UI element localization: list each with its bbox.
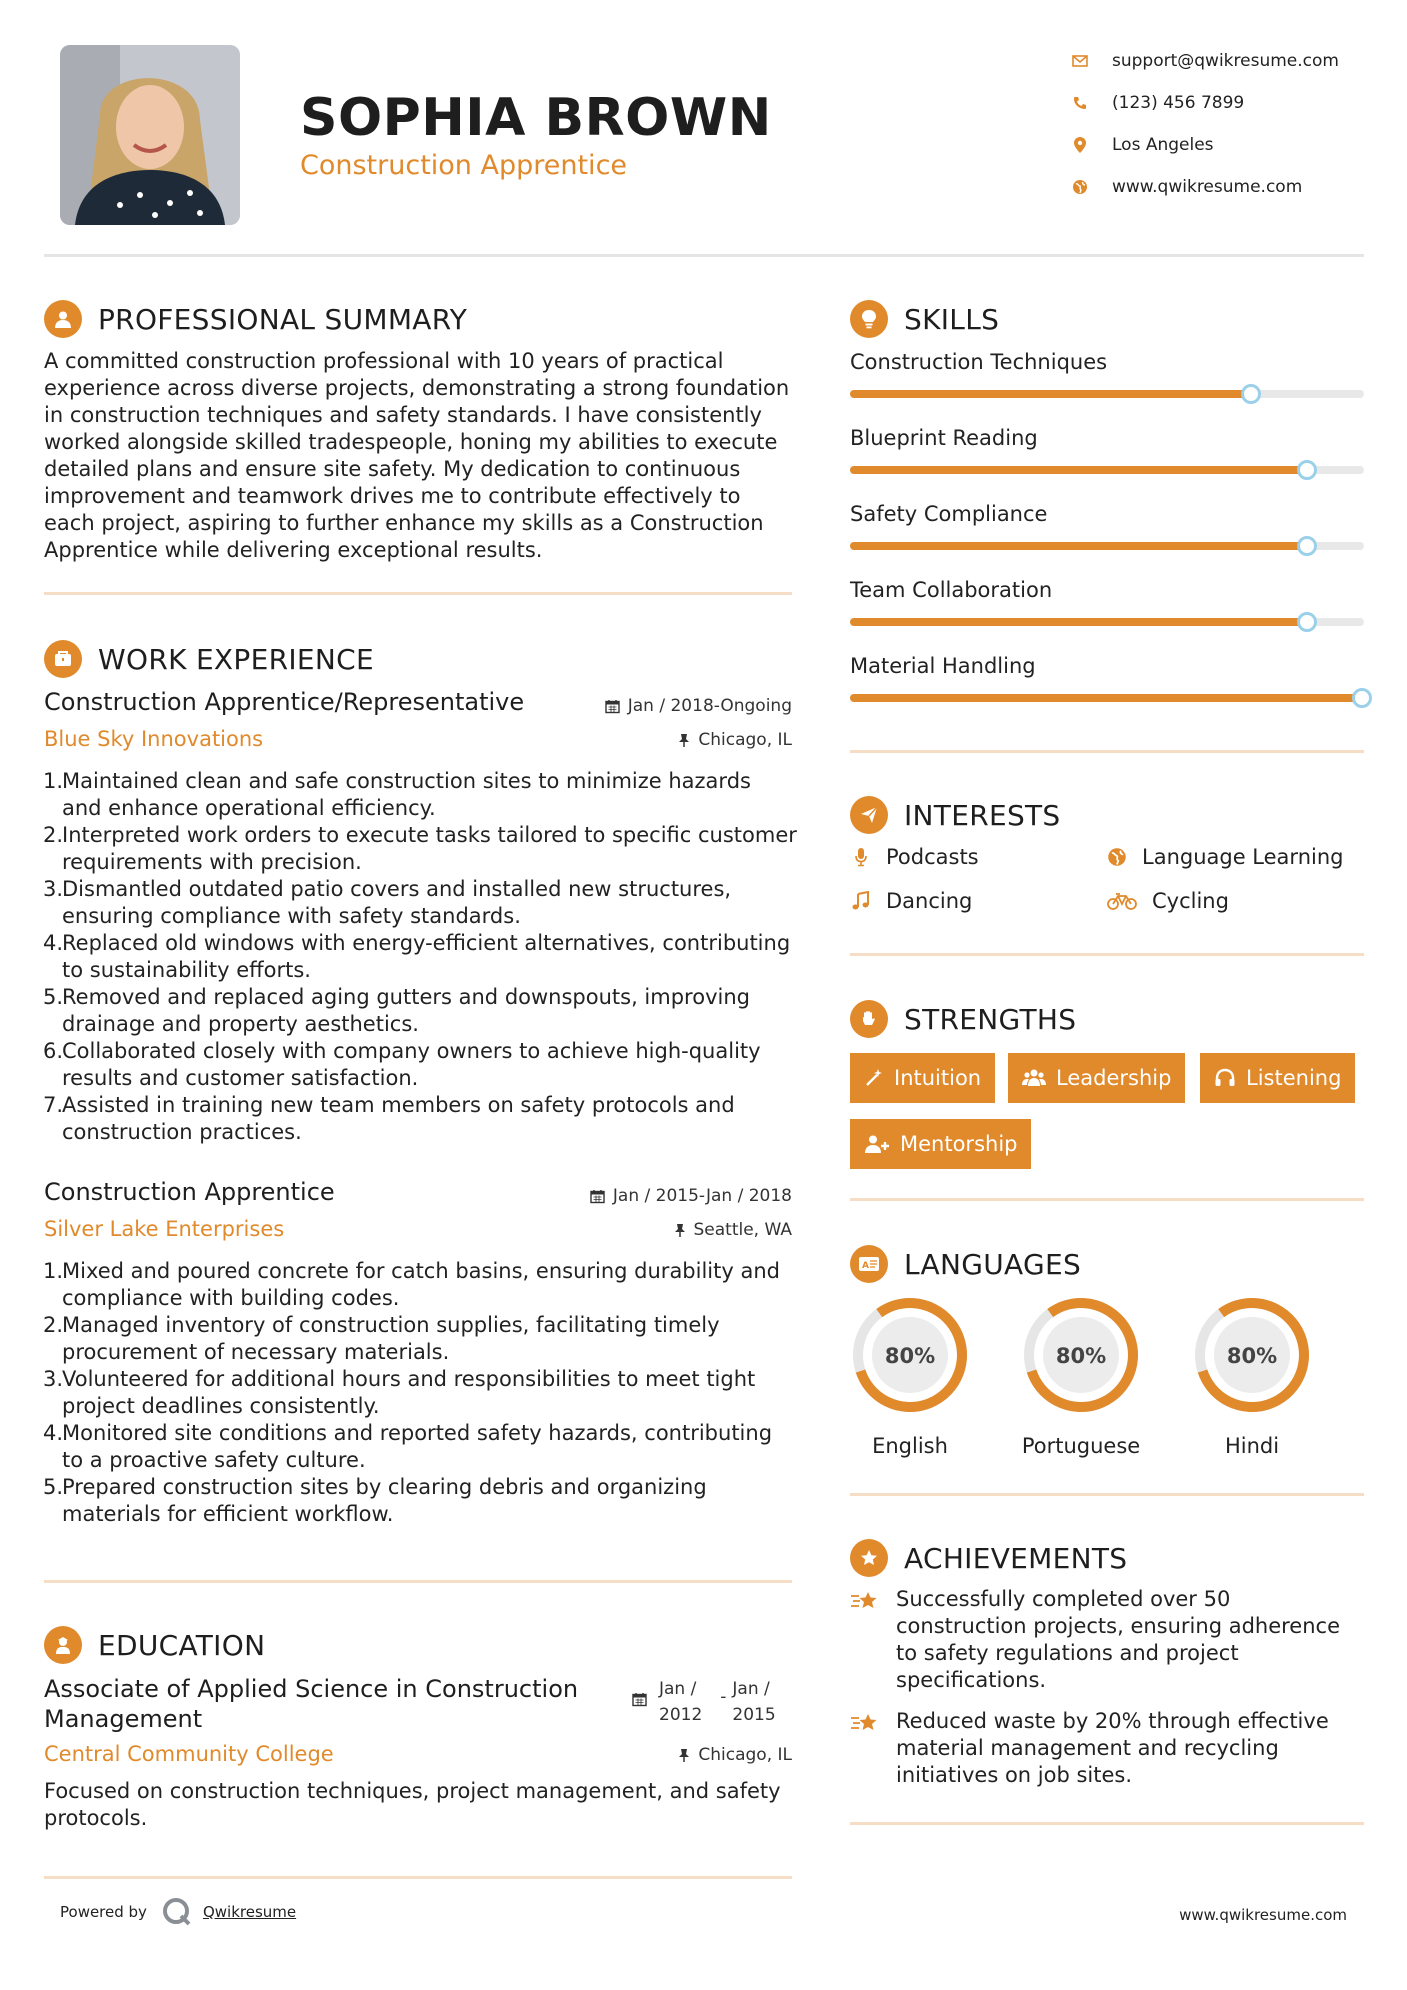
skill-item <box>850 350 1364 398</box>
list-number: 4. <box>43 931 64 955</box>
list-number: 3. <box>43 877 64 901</box>
skill-bar-fill <box>850 694 1364 702</box>
globe-icon <box>1070 177 1090 197</box>
strength-label: Listening <box>1246 1066 1342 1090</box>
achievements-heading <box>850 1539 1127 1577</box>
globe-icon <box>1106 847 1128 867</box>
contact-location <box>1070 124 1390 166</box>
interest-label: Language Learning <box>1142 845 1344 869</box>
list-item <box>44 822 804 876</box>
list-number: 1. <box>43 1259 64 1283</box>
skill-name: Safety Compliance <box>850 502 1048 526</box>
users-icon <box>1022 1068 1046 1088</box>
list-number: 5. <box>43 1475 64 1499</box>
contact-website[interactable] <box>1070 166 1390 208</box>
date-part: 2015 <box>732 1705 776 1725</box>
job-responsibilities <box>44 768 804 1146</box>
interest-item <box>850 889 972 913</box>
language-percent: 80% <box>884 1344 936 1368</box>
language-name: English <box>872 1434 948 1458</box>
list-line: project deadlines consistently. <box>62 1394 380 1418</box>
skill-bar <box>850 466 1364 474</box>
education-location <box>560 1745 792 1765</box>
skill-bar-knob <box>1297 536 1317 556</box>
fist-icon <box>850 1000 888 1038</box>
music-note-icon <box>850 891 872 911</box>
skills-title: SKILLS <box>904 302 1000 336</box>
strength-label: Intuition <box>894 1066 982 1090</box>
list-number: 3. <box>43 1367 64 1391</box>
summary-heading <box>44 300 467 338</box>
skill-name: Team Collaboration <box>850 578 1053 602</box>
education-line: protocols. <box>44 1806 148 1830</box>
strength-tag <box>1008 1053 1185 1103</box>
achievements-divider <box>850 1822 1364 1825</box>
summary-line: experience across diverse projects, demonstrating a strong foundation <box>44 376 790 400</box>
location-pin-icon <box>1070 135 1090 155</box>
list-number: 2. <box>43 1313 64 1337</box>
powered-by-label: Powered by <box>60 1903 147 1921</box>
candidate-role: Construction Apprentice <box>300 150 628 181</box>
list-line: ensuring compliance with safety standards. <box>62 904 521 928</box>
list-line: to sustainability efforts. <box>62 958 311 982</box>
list-number: 2. <box>43 823 64 847</box>
interests-divider <box>850 953 1364 956</box>
list-line: to a proactive safety culture. <box>62 1448 366 1472</box>
achievement-line: construction projects, ensuring adherence <box>896 1614 1341 1638</box>
job-location <box>560 1220 792 1240</box>
date-part: 2012 <box>659 1705 703 1725</box>
list-item <box>44 1366 804 1420</box>
achievement-line: to safety regulations and project <box>896 1641 1239 1665</box>
list-item <box>44 876 804 930</box>
list-line: Dismantled outdated patio covers and installed new structures, <box>62 877 732 901</box>
list-line: Managed inventory of construction supplies, facilitating timely <box>62 1313 720 1337</box>
list-item <box>44 930 804 984</box>
interest-label: Podcasts <box>886 845 979 869</box>
language-ring <box>1016 1290 1146 1420</box>
language-name: Hindi <box>1224 1434 1280 1458</box>
achievement-item <box>850 1586 1350 1694</box>
skill-bar-fill <box>850 466 1307 474</box>
list-line: construction practices. <box>62 1120 302 1144</box>
education-heading <box>44 1626 265 1664</box>
qwikresume-link[interactable]: Qwikresume <box>202 1903 297 1921</box>
bicycle-icon <box>1106 892 1138 910</box>
language-ring <box>1187 1290 1317 1420</box>
svg-text:A: A <box>862 1261 869 1271</box>
footer-website[interactable]: www.qwikresume.com <box>1179 1906 1347 1924</box>
list-item <box>44 1258 804 1312</box>
list-line: and enhance operational efficiency. <box>62 796 436 820</box>
skill-item <box>850 654 1364 702</box>
list-item <box>44 984 804 1038</box>
briefcase-icon <box>44 640 82 678</box>
summary-line: Apprentice while delivering exceptional results. <box>44 538 543 562</box>
strength-label: Mentorship <box>900 1132 1018 1156</box>
summary-line: A committed construction professional with 10 years of practical <box>44 349 724 373</box>
strengths-divider <box>850 1198 1364 1201</box>
skill-bar <box>850 542 1364 550</box>
skill-name: Construction Techniques <box>850 350 1108 374</box>
summary-line: each project, aspiring to further enhance my skills as a Construction <box>44 511 764 535</box>
summary-line: detailed plans and ensure site safety. My dedication to continuous <box>44 457 741 481</box>
achievement-line: initiatives on job sites. <box>896 1763 1133 1787</box>
skill-bar <box>850 390 1364 398</box>
achievement-line: Successfully completed over 50 <box>896 1587 1231 1611</box>
languages-heading <box>850 1245 1081 1283</box>
experience-heading <box>44 640 374 678</box>
interest-item <box>1106 845 1343 869</box>
contact-phone[interactable] <box>1070 82 1390 124</box>
skill-bar <box>850 694 1364 702</box>
list-line: results and customer satisfaction. <box>62 1066 419 1090</box>
contact-phone-text: (123) 456 7899 <box>1112 93 1245 113</box>
achievement-text <box>896 1708 1329 1789</box>
skills-heading <box>850 300 999 338</box>
headphones-icon <box>1214 1068 1236 1088</box>
summary-line: worked alongside skilled tradespeople, honing my abilities to execute <box>44 430 778 454</box>
language-percent: 80% <box>1055 1344 1107 1368</box>
job-title: Construction Apprentice <box>44 1178 335 1206</box>
language-item <box>1016 1290 1146 1458</box>
language-item <box>1187 1290 1317 1458</box>
education-date-start <box>659 1676 702 1728</box>
job-location-text: Chicago, IL <box>698 730 792 750</box>
phone-icon <box>1070 93 1090 113</box>
list-line: materials for efficient workflow. <box>62 1502 394 1526</box>
list-line: Interpreted work orders to execute tasks tailored to specific customer <box>62 823 797 847</box>
list-line: drainage and property aesthetics. <box>62 1012 419 1036</box>
summary-divider <box>44 592 792 595</box>
skills-divider <box>850 750 1364 753</box>
interest-label: Cycling <box>1152 889 1229 913</box>
strength-tag <box>850 1053 995 1103</box>
language-card-icon <box>850 1245 888 1283</box>
languages-title: LANGUAGES <box>904 1247 1082 1281</box>
education-date <box>632 1676 776 1728</box>
list-item <box>44 1312 804 1366</box>
list-line: Replaced old windows with energy-efficient alternatives, contributing <box>62 931 791 955</box>
skill-bar-knob <box>1297 460 1317 480</box>
job-date <box>560 696 792 716</box>
job-location-text: Seattle, WA <box>693 1220 792 1240</box>
skill-bar-fill <box>850 618 1307 626</box>
graduate-icon <box>44 1626 82 1664</box>
list-item <box>44 1038 804 1092</box>
contact-email-text: support@qwikresume.com <box>1112 51 1339 71</box>
language-ring <box>845 1290 975 1420</box>
qwikresume-logo-icon <box>161 1896 193 1928</box>
pushpin-icon <box>678 1748 690 1763</box>
list-line: Collaborated closely with company owners to achieve high-quality <box>62 1039 761 1063</box>
skill-bar-knob <box>1241 384 1261 404</box>
skill-bar <box>850 618 1364 626</box>
degree-line: Management <box>44 1705 203 1733</box>
skill-item <box>850 426 1364 474</box>
school-name: Central Community College <box>44 1742 334 1766</box>
list-number: 1. <box>43 769 64 793</box>
achievements-title: ACHIEVEMENTS <box>904 1541 1128 1575</box>
interest-item <box>1106 889 1229 913</box>
education-title: EDUCATION <box>98 1628 266 1662</box>
languages-divider <box>850 1493 1364 1496</box>
achievement-text <box>896 1586 1340 1694</box>
pushpin-icon <box>674 1223 686 1238</box>
degree-line: Associate of Applied Science in Construction <box>44 1675 579 1703</box>
paper-plane-icon <box>850 796 888 834</box>
date-separator: - <box>720 1687 727 1707</box>
degree-title <box>44 1674 578 1734</box>
contact-website-text: www.qwikresume.com <box>1112 177 1303 197</box>
strengths-title: STRENGTHS <box>904 1002 1077 1036</box>
language-item <box>845 1290 975 1458</box>
job-date-text: Jan / 2015-Jan / 2018 <box>612 1186 792 1206</box>
company-name: Blue Sky Innovations <box>44 727 264 751</box>
pushpin-icon <box>678 733 690 748</box>
company-name: Silver Lake Enterprises <box>44 1217 285 1241</box>
education-divider <box>44 1876 792 1879</box>
education-date-end <box>732 1676 775 1728</box>
language-percent: 80% <box>1226 1344 1278 1368</box>
list-line: Removed and replaced aging gutters and downspouts, improving <box>62 985 750 1009</box>
experience-title: WORK EXPERIENCE <box>98 642 374 676</box>
job-date-text: Jan / 2018-Ongoing <box>627 696 792 716</box>
list-line: Maintained clean and safe construction sites to minimize hazards <box>62 769 751 793</box>
user-plus-icon <box>864 1134 890 1154</box>
education-description <box>44 1778 804 1832</box>
job-title: Construction Apprentice/Representative <box>44 688 525 716</box>
job-location <box>560 730 792 750</box>
interest-label: Dancing <box>886 889 973 913</box>
interests-heading <box>850 796 1061 834</box>
list-item <box>44 1092 804 1146</box>
list-line: Monitored site conditions and reported safety hazards, contributing <box>62 1421 773 1445</box>
job-responsibilities <box>44 1258 804 1528</box>
profile-photo <box>60 45 240 225</box>
education-line: Focused on construction techniques, project management, and safety <box>44 1779 781 1803</box>
shooting-star-icon <box>850 1588 880 1694</box>
list-line: compliance with building codes. <box>62 1286 400 1310</box>
star-badge-icon <box>850 1539 888 1577</box>
skill-bar-knob <box>1297 612 1317 632</box>
strength-tag <box>1200 1053 1355 1103</box>
achievement-item <box>850 1708 1350 1789</box>
magic-wand-icon <box>864 1068 884 1088</box>
list-item <box>44 1474 804 1528</box>
contact-list <box>1070 40 1390 208</box>
list-line: requirements with precision. <box>62 850 362 874</box>
language-name: Portuguese <box>1021 1434 1141 1458</box>
list-number: 5. <box>43 985 64 1009</box>
interests-title: INTERESTS <box>904 798 1061 832</box>
skill-name: Blueprint Reading <box>850 426 1038 450</box>
microphone-icon <box>850 847 872 867</box>
summary-line: improvement and teamwork drives me to contribute effectively to <box>44 484 741 508</box>
job-date <box>540 1186 792 1206</box>
summary-text <box>44 348 804 564</box>
date-part: Jan / <box>659 1679 697 1699</box>
footer-powered-by <box>60 1896 296 1928</box>
list-line: procurement of necessary materials. <box>62 1340 450 1364</box>
lightbulb-icon <box>850 300 888 338</box>
skill-bar-knob <box>1352 688 1372 708</box>
achievement-line: specifications. <box>896 1668 1047 1692</box>
list-line: Mixed and poured concrete for catch basins, ensuring durability and <box>62 1259 780 1283</box>
skill-item <box>850 502 1364 550</box>
interest-item <box>850 845 979 869</box>
achievement-line: Reduced waste by 20% through effective <box>896 1709 1329 1733</box>
list-line: Volunteered for additional hours and responsibilities to meet tight <box>62 1367 756 1391</box>
header-divider <box>44 254 1364 257</box>
summary-line: in construction techniques and safety standards. I have consistently <box>44 403 762 427</box>
envelope-icon <box>1070 51 1090 71</box>
date-part: Jan / <box>732 1679 770 1699</box>
skill-item <box>850 578 1364 626</box>
strengths-heading <box>850 1000 1076 1038</box>
shooting-star-icon <box>850 1710 880 1789</box>
candidate-name: SOPHIA BROWN <box>300 88 772 148</box>
contact-location-text: Los Angeles <box>1112 135 1214 155</box>
list-number: 6. <box>43 1039 64 1063</box>
calendar-icon <box>605 699 620 714</box>
list-line: Prepared construction sites by clearing debris and organizing <box>62 1475 707 1499</box>
list-item <box>44 1420 804 1474</box>
achievement-line: material management and recycling <box>896 1736 1279 1760</box>
list-line: Assisted in training new team members on safety protocols and <box>62 1093 735 1117</box>
list-number: 4. <box>43 1421 64 1445</box>
calendar-icon <box>590 1189 605 1204</box>
list-number: 7. <box>43 1093 64 1117</box>
contact-email[interactable] <box>1070 40 1390 82</box>
experience-divider <box>44 1580 792 1583</box>
skill-name: Material Handling <box>850 654 1036 678</box>
user-icon <box>44 300 82 338</box>
list-item <box>44 768 804 822</box>
skill-bar-fill <box>850 390 1251 398</box>
strength-label: Leadership <box>1056 1066 1172 1090</box>
calendar-icon <box>632 1692 647 1707</box>
education-location-text: Chicago, IL <box>698 1745 792 1765</box>
skill-bar-fill <box>850 542 1307 550</box>
summary-title: PROFESSIONAL SUMMARY <box>98 302 468 336</box>
strength-tag <box>850 1119 1031 1169</box>
